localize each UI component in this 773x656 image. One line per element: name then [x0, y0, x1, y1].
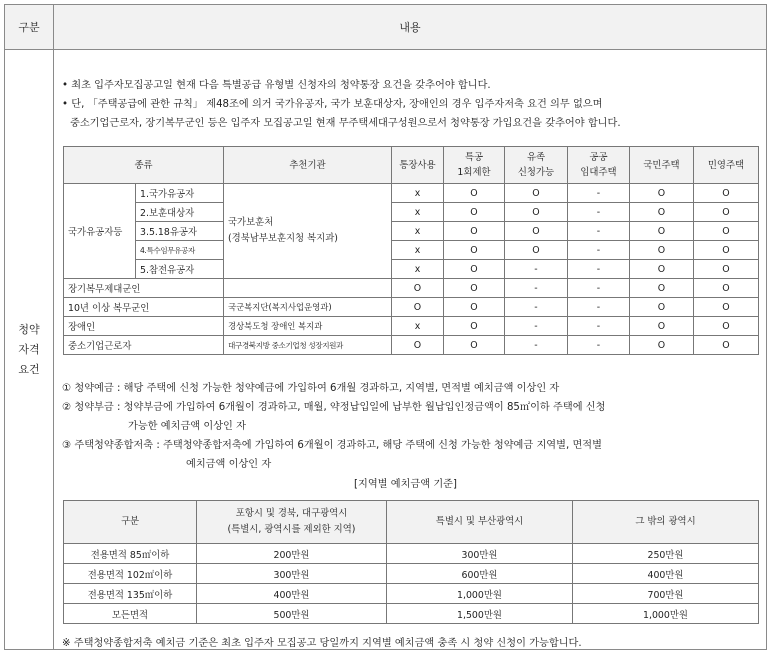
amount-region1: 400만원	[197, 584, 387, 604]
amount-region2: 1,500만원	[387, 604, 573, 624]
cell-national: O	[630, 260, 694, 279]
note-installment-continued: 가능한 예치금액 이상인 자	[128, 421, 246, 432]
col-owner-line2: 신청가능	[517, 167, 555, 178]
table-row	[64, 584, 759, 604]
table-row	[64, 544, 759, 564]
cell-owner: O	[505, 241, 568, 260]
table-row	[64, 203, 759, 222]
cell-public: -	[568, 279, 630, 298]
row-label-cell	[5, 50, 54, 649]
col-region3: 그 밖의 광역시	[573, 501, 759, 544]
cell-private: O	[694, 184, 759, 203]
amount-region2: 1,000만원	[387, 584, 573, 604]
cell-national: O	[630, 298, 694, 317]
cell-public: -	[568, 298, 630, 317]
cell-bank: x	[392, 241, 444, 260]
header-content: 내용	[399, 21, 421, 34]
amount-region2: 600만원	[387, 564, 573, 584]
note-installment: ② 청약부금 : 청약부금에 가입하여 6개월이 경과하고, 매월, 약정납입일에 납부한 월납입인정금액이 85㎡이하 주택에 신청	[62, 402, 606, 413]
col-bank: 통장사용	[392, 147, 444, 184]
eligibility-table-frame	[4, 4, 767, 650]
cell-national: O	[630, 336, 694, 355]
area-kind: 전용면적 135㎡이하	[64, 584, 197, 604]
bullet-2-continued: 중소기업근로자, 장기복무군인 등은 입주자 모집공고일 현재 무주택세대구성원으로서 청약통장 가입요건을 갖추어야 합니다.	[70, 118, 621, 129]
agency-line1: 국가보훈처	[228, 217, 274, 228]
col-private: 민영주택	[694, 147, 759, 184]
row-label-line: 자격	[18, 342, 40, 356]
cell-owner: -	[505, 260, 568, 279]
sub-kind: 5.참전유공자	[136, 260, 224, 279]
cell-public: -	[568, 336, 630, 355]
cell-public: -	[568, 222, 630, 241]
cell-private: O	[694, 336, 759, 355]
cell-owner: -	[505, 279, 568, 298]
cell-bank: x	[392, 184, 444, 203]
cell-special: O	[444, 298, 505, 317]
cell-special: O	[444, 203, 505, 222]
table-row	[64, 564, 759, 584]
cell-private: O	[694, 260, 759, 279]
kind: 장애인	[64, 317, 224, 336]
cell-special: O	[444, 317, 505, 336]
table-row	[64, 298, 759, 317]
table-row	[64, 184, 759, 203]
cell-special: O	[444, 184, 505, 203]
kind: 10년 이상 복무군인	[64, 298, 224, 317]
deposit-standard-caption: [지역별 예치금액 기준]	[354, 479, 457, 490]
col-kind: 종류	[64, 147, 224, 184]
col-public-line2: 임대주택	[580, 167, 617, 178]
cell-owner: -	[505, 298, 568, 317]
table-row	[64, 317, 759, 336]
regional-deposit-table	[63, 500, 759, 624]
cell-owner: O	[505, 222, 568, 241]
footnote: ※ 주택청약종합저축 예치금 기준은 최초 입주자 모집공고 당일까지 지역별 예치금액 충족 시 청약 신청이 가능합니다.	[62, 638, 582, 649]
cell-private: O	[694, 317, 759, 336]
cell-special: O	[444, 260, 505, 279]
cell-bank: O	[392, 336, 444, 355]
table-row	[64, 241, 759, 260]
group-label: 국가유공자등	[64, 184, 136, 279]
amount-region2: 300만원	[387, 544, 573, 564]
col-special	[444, 147, 505, 184]
table-row	[64, 222, 759, 241]
cell-national: O	[630, 184, 694, 203]
agency: 대구경북지방 중소기업청 성장지원과	[224, 336, 392, 355]
cell-national: O	[630, 241, 694, 260]
cell-private: O	[694, 222, 759, 241]
note-deposit: ① 청약예금 : 해당 주택에 신청 가능한 청약예금에 가입하여 6개월 경과하고, 지역별, 면적별 예치금액 이상인 자	[62, 383, 560, 394]
cell-public: -	[568, 184, 630, 203]
table-row	[64, 604, 759, 624]
table-header-row	[64, 501, 759, 544]
col-region2: 특별시 및 부산광역시	[387, 501, 573, 544]
sub-kind: 3.5.18유공자	[136, 222, 224, 241]
cell-bank: O	[392, 298, 444, 317]
table-header-row	[64, 147, 759, 184]
header-category: 구분	[5, 5, 54, 49]
amount-region1: 200만원	[197, 544, 387, 564]
sub-kind: 4.특수임무유공자	[136, 241, 224, 260]
col-agency: 추천기관	[224, 147, 392, 184]
amount-region3: 250만원	[573, 544, 759, 564]
area-kind: 전용면적 102㎡이하	[64, 564, 197, 584]
cell-special: O	[444, 279, 505, 298]
col-public-line1: 공공	[589, 152, 608, 163]
agency	[224, 279, 392, 298]
kind: 장기복무제대군인	[64, 279, 224, 298]
cell-national: O	[630, 203, 694, 222]
table-row	[64, 279, 759, 298]
row-label-line: 청약	[18, 322, 40, 336]
cell-bank: x	[392, 317, 444, 336]
agency-line2: (경북남부보훈지청 복지과)	[228, 233, 338, 244]
col-region1	[197, 501, 387, 544]
cell-bank: x	[392, 203, 444, 222]
cell-special: O	[444, 222, 505, 241]
sub-kind: 1.국가유공자	[136, 184, 224, 203]
table-row	[64, 336, 759, 355]
cell-private: O	[694, 298, 759, 317]
bullet-2: • 단, 「주택공급에 관한 규칙」 제48조에 의거 국가유공자, 국가 보훈대상자, 장애인의 경우 입주자저축 요건 의무 없으며	[62, 99, 603, 110]
cell-owner: O	[505, 184, 568, 203]
col-region1-line1: 포항시 및 경북, 대구광역시	[235, 508, 348, 519]
cell-special: O	[444, 336, 505, 355]
area-kind: 모든면적	[64, 604, 197, 624]
table-row	[64, 260, 759, 279]
col-owner	[505, 147, 568, 184]
amount-region1: 500만원	[197, 604, 387, 624]
cell-special: O	[444, 241, 505, 260]
content-cell	[54, 50, 766, 649]
cell-bank: x	[392, 222, 444, 241]
amount-region3: 400만원	[573, 564, 759, 584]
cell-national: O	[630, 317, 694, 336]
cell-owner: -	[505, 317, 568, 336]
cell-national: O	[630, 279, 694, 298]
amount-region1: 300만원	[197, 564, 387, 584]
cell-public: -	[568, 260, 630, 279]
col-special-line2: 1회제한	[457, 167, 491, 178]
note-combined-savings: ③ 주택청약종합저축 : 주택청약종합저축에 가입하여 6개월이 경과하고, 해당 주택에 신청 가능한 청약예금 지역별, 면적별	[62, 440, 602, 451]
note-combined-savings-continued: 예치금액 이상인 자	[186, 459, 272, 470]
area-kind: 전용면적 85㎡이하	[64, 544, 197, 564]
cell-bank: x	[392, 260, 444, 279]
cell-private: O	[694, 279, 759, 298]
row-label-line: 요건	[18, 362, 40, 376]
col-owner-line1: 유족	[526, 152, 546, 163]
col-kind: 구분	[64, 501, 197, 544]
cell-owner: -	[505, 336, 568, 355]
cell-owner: O	[505, 203, 568, 222]
col-national: 국민주택	[630, 147, 694, 184]
cell-public: -	[568, 241, 630, 260]
table-header	[5, 5, 766, 50]
col-region1-line2: (특별시, 광역시를 제외한 지역)	[227, 524, 356, 535]
cell-bank: O	[392, 279, 444, 298]
kind: 중소기업근로자	[64, 336, 224, 355]
col-special-line1: 특공	[464, 152, 484, 163]
cell-public: -	[568, 203, 630, 222]
bullet-1: • 최초 입주자모집공고일 현재 다음 특별공급 유형별 신청자의 청약통장 요건을 갖추어야 합니다.	[62, 80, 491, 91]
agency: 경상북도청 장애인 복지과	[224, 317, 392, 336]
agency: 국군복지단(복지사업운영과)	[224, 298, 392, 317]
bank-account-requirements-table	[63, 146, 759, 355]
amount-region3: 1,000만원	[573, 604, 759, 624]
amount-region3: 700만원	[573, 584, 759, 604]
agency-cell	[224, 184, 392, 279]
cell-public: -	[568, 317, 630, 336]
cell-private: O	[694, 203, 759, 222]
cell-private: O	[694, 241, 759, 260]
cell-national: O	[630, 222, 694, 241]
col-public	[568, 147, 630, 184]
sub-kind: 2.보훈대상자	[136, 203, 224, 222]
row-label	[14, 320, 44, 380]
